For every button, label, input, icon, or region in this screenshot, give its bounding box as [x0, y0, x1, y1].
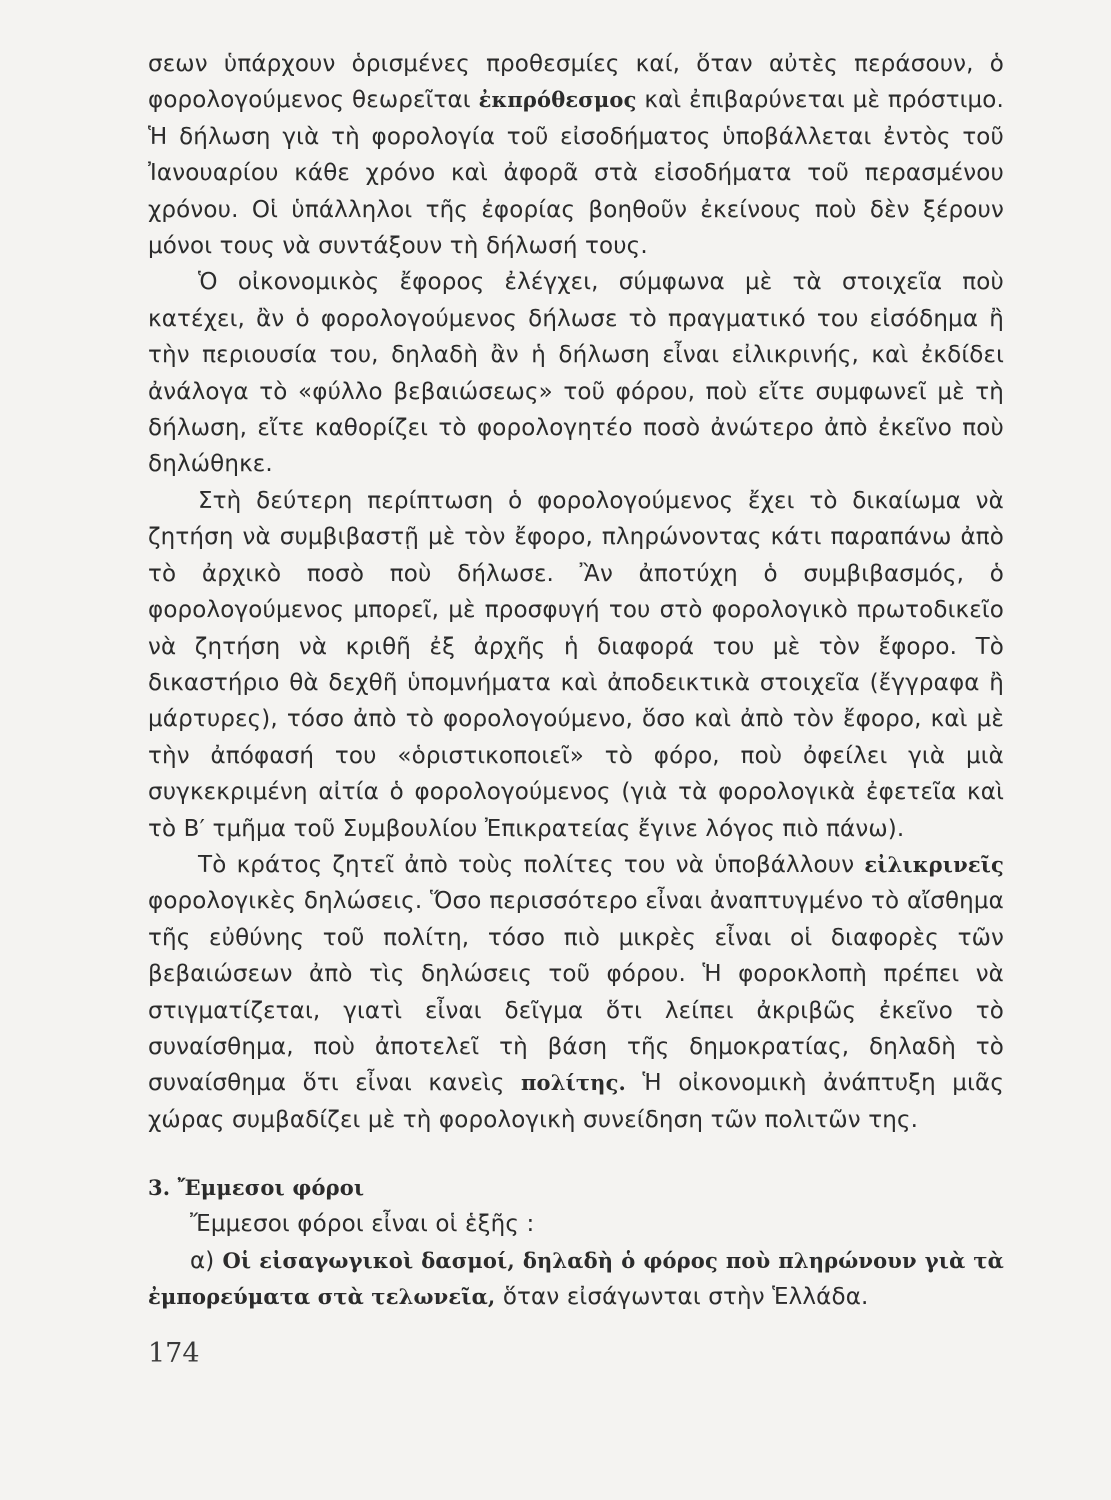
- paragraph-4-text-a: Τὸ κράτος ζητεῖ ἀπὸ τοὺς πολίτες του νὰ ὑποβάλλουν: [198, 851, 865, 878]
- paragraph-4-bold-term-1: εἰλικρινεῖς: [864, 851, 1004, 877]
- section-heading: 3. Ἔμμεσοι φόροι: [148, 1175, 365, 1201]
- list-intro: Ἔμμεσοι φόροι εἶναι οἱ ἑξῆς :: [190, 1211, 535, 1238]
- list-item-a-text: ὅταν εἰσάγωνται στὴν Ἑλλάδα.: [495, 1284, 869, 1310]
- list-item-a-bold-text: Οἱ εἰσαγωγικοὶ δασμοί, δηλαδὴ ὁ φόρος ποὺ πληρώνουν γιὰ τὰ ἐμπορεύματα στὰ τελωνεῖα,: [148, 1247, 1004, 1309]
- paragraph-1-text-a: σεων ὑπάρχουν ὁρισμένες προθεσμίες καί, ὅταν αὐτὲς περάσουν, ὁ φορολογούμενος θεωρεῖται: [148, 51, 1004, 114]
- paragraph-4: [148, 847, 1004, 1138]
- page-number: 174: [148, 1338, 200, 1369]
- paragraph-1-text-b: καὶ ἐπιβαρύνεται μὲ πρόστιμο. Ἡ δήλωση γιὰ τὴ φορολογία τοῦ εἰσοδήματος ὑποβάλλεται ἐντὸς τοῦ Ἰανουαρίου κάθε χρόνο καὶ ἀφορᾶ στὰ εἰσοδήματα τοῦ περασμένου χρόνου. Οἱ ὑπάλληλοι τῆς ἐφορίας βοηθοῦν ἐκείνους ποὺ δὲν ξέρουν μόνοι τους νὰ συντάξουν τὴ δήλωσή τους.: [148, 87, 1004, 260]
- paragraph-3: Στὴ δεύτερη περίπτωση ὁ φορολογούμενος ἔχει τὸ δικαίωμα νὰ ζητήση νὰ συμβιβαστῇ μὲ τὸν ἔφορο, πληρώνοντας κάτι παραπάνω ἀπὸ τὸ ἀρχικὸ ποσὸ ποὺ δήλωσε. Ἂν ἀποτύχη ὁ συμβιβασμός, ὁ φορολογούμενος μπορεῖ, μὲ προσφυγή του στὸ φορολογικὸ πρωτοδικεῖο νὰ ζητήση νὰ κριθῆ ἐξ ἀρχῆς ἡ διαφορά του μὲ τὸν ἔφορο. Τὸ δικαστήριο θὰ δεχθῆ ὑπομνήματα καὶ ἀποδεικτικὰ στοιχεῖα (ἔγγραφα ἢ μάρτυρες), τόσο ἀπὸ τὸ φορολογούμενο, ὅσο καὶ ἀπὸ τὸν ἔφορο, καὶ μὲ τὴν ἀπόφασή του «ὁριστικοποιεῖ» τὸ φόρο, ποὺ ὀφείλει γιὰ μιὰ συγκεκριμένη αἰτία ὁ φορολογούμενος (γιὰ τὰ φορολογικὰ ἐφετεῖα καὶ τὸ Β′ τμῆμα τοῦ Συμβουλίου Ἐπικρατείας ἔγινε λόγος πιὸ πάνω).: [148, 487, 1004, 842]
- paragraph-4-text-b: φορολογικὲς δηλώσεις. Ὅσο περισσότερο εἶναι ἀναπτυγμένο τὸ αἴσθημα τῆς εὐθύνης τοῦ πολίτη, τόσο πιὸ μικρὲς εἶναι οἱ διαφορὲς τῶν βεβαιώσεων ἀπὸ τὶς δηλώσεις τοῦ φόρου. Ἡ φοροκλοπὴ πρέπει νὰ στιγματίζεται, γιατὶ εἶναι δεῖγμα ὅτι λείπει ἀκριβῶς ἐκεῖνο τὸ συναίσθημα, ποὺ ἀποτελεῖ τὴ βάση τῆς δημοκρατίας, δηλαδὴ τὸ συναίσθημα ὅτι εἶναι κανεὶς: [148, 888, 1004, 1097]
- paragraph-4-text-c: Ἡ οἰκονομικὴ ἀνάπτυξη μιᾶς χώρας συμβαδίζει μὲ τὴ φορολογικὴ συνείδηση τῶν πολιτῶν της.: [148, 1070, 1004, 1133]
- list-item-a-marker: α): [190, 1247, 223, 1274]
- paragraph-1-bold-term: ἐκπρόθεσμος: [478, 87, 637, 113]
- paragraph-2: Ὁ οἰκονομικὸς ἔφορος ἐλέγχει, σύμφωνα μὲ τὰ στοιχεῖα ποὺ κατέχει, ἂν ὁ φορολογούμενος δήλωσε τὸ πραγματικό του εἰσόδημα ἢ τὴν περιουσία του, δηλαδὴ ἂν ἡ δήλωση εἶναι εἰλικρινής, καὶ ἐκδίδει ἀνάλογα τὸ «φύλλο βεβαιώσεως» τοῦ φόρου, ποὺ εἴτε συμφωνεῖ μὲ τὴ δήλωση, εἴτε καθορίζει τὸ φορολογητέο ποσὸ ἀνώτερο ἀπὸ ἐκεῖνο ποὺ δηλώθηκε.: [148, 269, 1004, 478]
- page-body: [148, 46, 1004, 1315]
- list-item-a: [148, 1243, 1004, 1316]
- paragraph-4-bold-term-2: πολίτης.: [521, 1070, 626, 1096]
- paragraph-1: [148, 46, 1004, 264]
